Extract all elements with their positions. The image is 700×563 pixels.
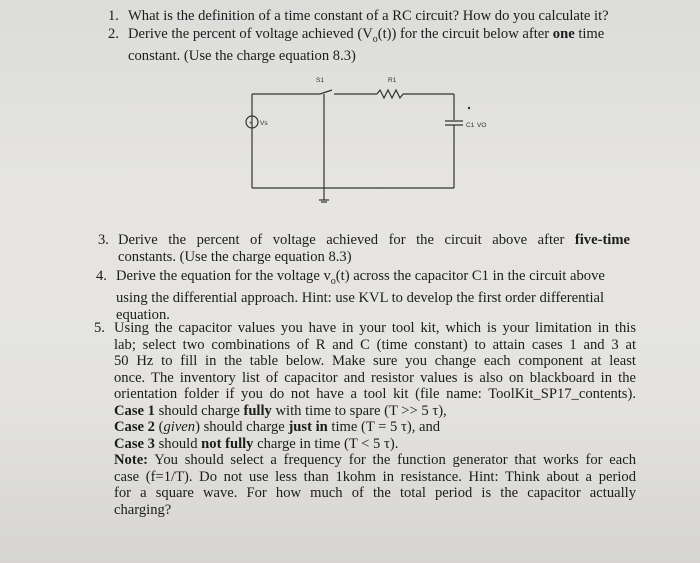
text-run: ) should charge	[195, 419, 289, 435]
text-line: Using the capacitor values you have in your tool kit, which is your limitation in this	[114, 320, 636, 336]
bold-text: Case 1	[114, 402, 155, 419]
question-number: 4.	[96, 268, 107, 284]
resistor-label: R1	[388, 77, 397, 84]
text-line: orientation folder if you do not have a tool kit (file name: ToolKit_SP17_contents).	[114, 386, 636, 402]
question-number: 5.	[94, 320, 105, 336]
text-line	[118, 232, 630, 249]
text-line: case (f=1/T). Do not use less than 1kohm in resistance. Hint: Think about a period	[114, 468, 636, 485]
text-run: with time to spare (T >> 5 τ),	[271, 402, 447, 419]
output-label: VO	[477, 122, 487, 129]
switch-s1	[320, 90, 332, 94]
text-line: constant. (Use the charge equation 8.3)	[128, 48, 356, 65]
output-node-dot	[468, 107, 470, 109]
text-line	[128, 26, 604, 48]
question-number: 2.	[108, 26, 119, 42]
text-line: 50 Hz to fill in the table below. Make sure you change each component at least	[114, 353, 636, 369]
question-text	[118, 232, 630, 265]
text-line: equation.	[116, 306, 170, 323]
text-line: What is the definition of a time constant of a RC circuit? How do you calculate it?	[128, 8, 609, 24]
question-number: 3.	[98, 232, 109, 248]
text-run: time (T = 5 τ), and	[327, 419, 441, 435]
text-run: should charge	[154, 402, 244, 419]
subscript: o	[330, 275, 336, 287]
text-line	[114, 452, 636, 469]
question-text	[128, 26, 604, 65]
bold-text: Case 3	[114, 435, 155, 452]
subscript: o	[372, 33, 378, 45]
text-line: once. The inventory list of capacitor and resistor values is also on blackboard in the	[114, 369, 636, 386]
text-line: charging?	[114, 501, 172, 518]
rc-circuit-diagram	[232, 68, 492, 218]
text-run: (t)) for the circuit below after	[377, 26, 553, 42]
question-number: 1.	[108, 8, 119, 24]
bold-text: not fully	[201, 435, 254, 452]
question-text	[116, 268, 632, 323]
question-text	[114, 320, 636, 518]
bold-text: Case 2	[114, 419, 155, 435]
text-line	[114, 436, 636, 453]
bold-text: just in	[288, 419, 328, 435]
text-run: You should select a frequency for the function generator that works for each	[148, 452, 636, 468]
bold-text: fully	[243, 402, 272, 419]
text-line	[114, 403, 636, 420]
text-run: (	[154, 419, 164, 435]
switch-label: S1	[316, 77, 324, 84]
bold-text: five-time	[574, 232, 630, 248]
question-text	[128, 8, 609, 25]
resistor-r1	[377, 90, 403, 98]
bold-text: Note:	[114, 452, 149, 468]
text-run: Derive the percent of voltage achieved (V	[128, 26, 373, 42]
text-line	[114, 419, 636, 436]
text-line	[116, 268, 632, 290]
text-line: for a square wave. For how much of the total period is the capacitor actually	[114, 485, 636, 501]
text-run: should	[154, 435, 202, 452]
source-sign: +	[249, 121, 253, 127]
text-line: lab; select two combinations of R and C (time constant) to attain cases 1 and 3 at	[114, 336, 636, 353]
text-line: using the differential approach. Hint: use KVL to develop the first order differential	[116, 290, 605, 307]
text-run: Derive the percent of voltage achieved for the circuit above after	[118, 232, 575, 248]
capacitor-label: C1	[466, 122, 475, 129]
text-run: time	[574, 26, 605, 42]
text-line: constants. (Use the charge equation 8.3)	[118, 248, 352, 265]
bold-text: one	[552, 26, 575, 42]
text-run: charge in time (T < 5 τ).	[253, 435, 399, 452]
source-label: Vs	[260, 120, 268, 127]
text-run: (t) across the capacitor C1 in the circuit above	[335, 268, 605, 284]
italic-text: given	[163, 419, 196, 435]
text-run: Derive the equation for the voltage v	[116, 268, 331, 284]
